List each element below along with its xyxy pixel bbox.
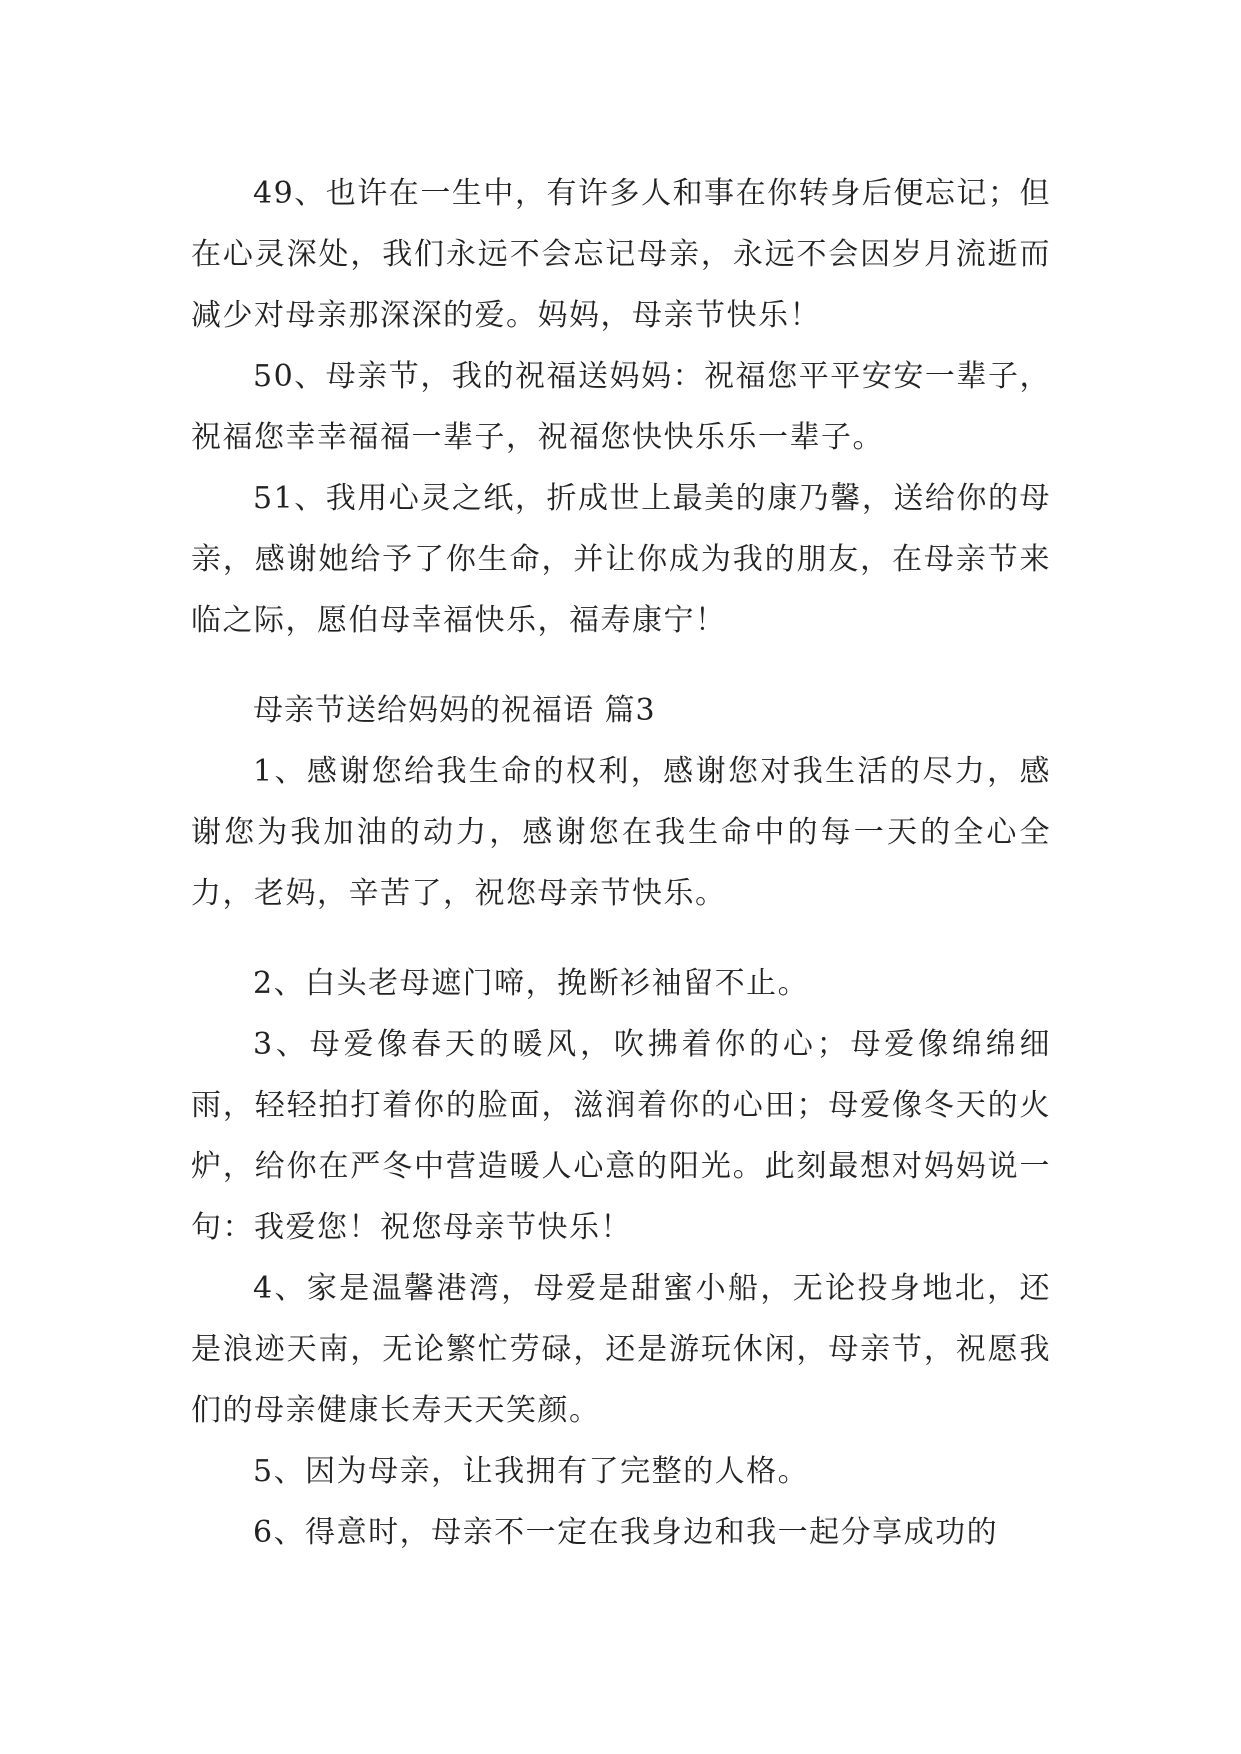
section-2-body: [191, 953, 1051, 1563]
paragraph-3: 3、母爱像春天的暖风，吹拂着你的心；母爱像绵绵细雨，轻轻拍打着你的脸面，滋润着你的心田；母爱像冬天的火炉，给你在严冬中营造暖人心意的阳光。此刻最想对妈妈说一句：我爱您！祝您母亲节快乐！: [191, 1027, 1051, 1245]
paragraph-5: 5、因为母亲，让我拥有了完整的人格。: [253, 1454, 810, 1489]
paragraph-49: 49、也许在一生中，有许多人和事在你转身后便忘记；但在心灵深处，我们永远不会忘记母亲，永远不会因岁月流逝而减少对母亲那深深的爱。妈妈，母亲节快乐！: [191, 176, 1051, 333]
section-2-intro: [191, 741, 1051, 924]
paragraph-50: 50、母亲节，我的祝福送妈妈：祝福您平平安安一辈子，祝福您幸幸福福一辈子，祝福您快快乐乐一辈子。: [191, 359, 1051, 455]
section-heading: 母亲节送给妈妈的祝福语 篇3: [253, 693, 656, 728]
paragraph-6: 6、得意时，母亲不一定在我身边和我一起分享成功的: [253, 1515, 999, 1550]
paragraph-51: 51、我用心灵之纸，折成世上最美的康乃馨，送给你的母亲，感谢她给予了你生命，并让你成为我的朋友，在母亲节来临之际，愿伯母幸福快乐，福寿康宁！: [191, 481, 1051, 638]
paragraph-2: 2、白头老母遮门啼，挽断衫袖留不止。: [253, 966, 810, 1001]
section-1-body: [191, 163, 1051, 651]
paragraph-1: 1、感谢您给我生命的权利，感谢您对我生活的尽力，感谢您为我加油的动力，感谢您在我生命中的每一天的全心全力，老妈，辛苦了，祝您母亲节快乐。: [191, 754, 1051, 911]
paragraph-4: 4、家是温馨港湾，母爱是甜蜜小船，无论投身地北，还是浪迹天南，无论繁忙劳碌，还是游玩休闲，母亲节，祝愿我们的母亲健康长寿天天笑颜。: [191, 1271, 1051, 1428]
